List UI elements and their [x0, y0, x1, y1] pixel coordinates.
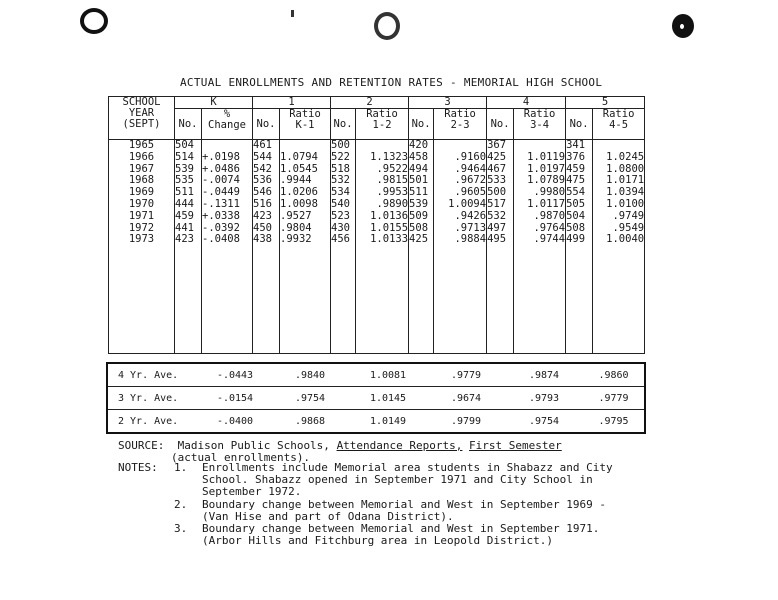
- no-header: No.: [487, 109, 514, 140]
- table-cell: 554: [566, 186, 586, 199]
- table-cell: 430: [331, 221, 350, 234]
- grade-5-header: 5: [566, 97, 645, 109]
- table-cell: 467: [487, 162, 507, 175]
- table-cell: 509: [409, 209, 429, 222]
- table-cell: 532: [331, 174, 350, 187]
- table-cell: 1.0789: [527, 174, 566, 187]
- ratio-34-header: Ratio 3-4: [514, 109, 566, 140]
- table-cell: 1.0545: [280, 162, 318, 175]
- table-cell: 423: [175, 233, 194, 246]
- table-cell: 1969: [128, 186, 155, 199]
- table-cell: 511: [175, 186, 194, 199]
- table-cell: .9672: [454, 174, 487, 187]
- average-value: -.0400: [199, 410, 271, 434]
- average-value: 1.0145: [349, 387, 427, 410]
- table-cell: 516: [253, 198, 272, 210]
- table-cell: 1.0094: [448, 198, 487, 210]
- table-cell: 1.0171: [606, 174, 645, 187]
- table-cell: 546: [253, 186, 272, 199]
- table-cell: 494: [409, 162, 429, 175]
- school-year-header: SCHOOL YEAR (SEPT): [109, 97, 175, 140]
- ratio-45-column: [593, 140, 645, 354]
- table-cell: 1.0133: [370, 233, 409, 246]
- grade2-enrollment-column: [331, 140, 356, 354]
- table-cell: 459: [566, 162, 586, 175]
- table-cell: 461: [253, 139, 272, 152]
- ratio-34-column: [514, 140, 566, 354]
- table-cell: 1973: [128, 233, 155, 246]
- table-cell: 532: [487, 209, 507, 222]
- table-cell: 508: [409, 221, 429, 234]
- table-cell: .9527: [280, 209, 312, 222]
- table-cell: 1.0794: [280, 150, 318, 163]
- table-cell: 504: [175, 139, 194, 152]
- averages-table: [106, 362, 646, 434]
- average-label: 2 Yr. Ave.: [107, 410, 199, 434]
- table-cell: -.1311: [202, 198, 240, 210]
- average-value: .9779: [583, 387, 645, 410]
- grade3-enrollment-column: [409, 140, 434, 354]
- table-cell: 1972: [128, 221, 155, 234]
- table-cell: 367: [487, 139, 507, 152]
- table-cell: 1.0155: [370, 221, 409, 234]
- ratio-45-header: Ratio 4-5: [593, 109, 645, 140]
- table-cell: 1.1323: [370, 150, 409, 163]
- average-value: .9674: [427, 387, 505, 410]
- table-cell: 456: [331, 233, 350, 246]
- table-cell: 1971: [128, 209, 155, 222]
- table-cell: -.0408: [202, 233, 240, 246]
- table-cell: 497: [487, 221, 507, 234]
- table-cell: .9713: [454, 221, 487, 234]
- ratio-12-column: [356, 140, 409, 354]
- note-2: 2. Boundary change between Memorial and West in September 1969 - (Van Hise and part of Odana District).: [174, 497, 606, 523]
- average-label: 3 Yr. Ave.: [107, 387, 199, 410]
- no-header: No.: [175, 109, 202, 140]
- table-cell: 499: [566, 233, 586, 246]
- average-value: -.0443: [199, 363, 271, 387]
- table-cell: 444: [175, 198, 194, 210]
- table-cell: .9749: [612, 209, 645, 222]
- table-cell: 508: [566, 221, 586, 234]
- table-cell: 1.0119: [527, 150, 566, 163]
- table-cell: .9932: [280, 233, 312, 246]
- average-row: [107, 387, 645, 410]
- table-cell: -.0392: [202, 221, 240, 234]
- no-header: No.: [409, 109, 434, 140]
- table-cell: 1.0800: [606, 162, 645, 175]
- note-1: NOTES: 1. Enrollments include Memorial area students in Shabazz and City School. Shabazz opened in September 1971 and City School in September 1972.: [118, 461, 613, 499]
- average-value: 1.0149: [349, 410, 427, 434]
- grade-3-header: 3: [409, 97, 487, 109]
- average-value: .9779: [427, 363, 505, 387]
- table-cell: 341: [566, 139, 586, 152]
- table-cell: +.0338: [202, 209, 240, 222]
- table-cell: -.0449: [202, 186, 240, 199]
- table-cell: 1.0245: [606, 150, 645, 163]
- binder-hole-right: [672, 14, 694, 38]
- table-cell: 1.0136: [370, 209, 409, 222]
- table-cell: 1970: [128, 198, 155, 210]
- ratio-23-header: Ratio 2-3: [434, 109, 487, 140]
- average-value: -.0154: [199, 387, 271, 410]
- table-cell: 495: [487, 233, 507, 246]
- table-cell: 544: [253, 150, 272, 163]
- enrollment-table: [108, 96, 645, 354]
- table-cell: .9744: [533, 233, 566, 246]
- table-cell: +.0198: [202, 150, 240, 163]
- no-header: No.: [253, 109, 280, 140]
- table-cell: 1.0117: [527, 198, 566, 210]
- year-column: [109, 140, 175, 354]
- binder-hole-center: [374, 12, 400, 40]
- table-cell: 536: [253, 174, 272, 187]
- table-cell: .9522: [376, 162, 409, 175]
- table-cell: 420: [409, 139, 429, 152]
- grade-1-header: 1: [253, 97, 331, 109]
- table-cell: .9815: [376, 174, 409, 187]
- scan-mark: [291, 10, 294, 17]
- table-cell: 533: [487, 174, 507, 187]
- ratio-k1-column: [280, 140, 331, 354]
- table-cell: 540: [331, 198, 350, 210]
- table-cell: 501: [409, 174, 429, 187]
- table-cell: 1967: [128, 162, 155, 175]
- table-cell: 539: [175, 162, 194, 175]
- table-cell: 522: [331, 150, 350, 163]
- table-cell: 511: [409, 186, 429, 199]
- average-label: 4 Yr. Ave.: [107, 363, 199, 387]
- table-cell: 425: [409, 233, 429, 246]
- grade-2-header: 2: [331, 97, 409, 109]
- page-title: ACTUAL ENROLLMENTS AND RETENTION RATES - MEMORIAL HIGH SCHOOL: [180, 76, 603, 89]
- table-cell: 438: [253, 233, 272, 246]
- no-header: No.: [566, 109, 593, 140]
- binder-hole-left: [80, 8, 108, 34]
- grade-k-header: K: [175, 97, 253, 109]
- table-cell: +.0486: [202, 162, 240, 175]
- table-cell: .9884: [454, 233, 487, 246]
- table-cell: 423: [253, 209, 272, 222]
- grade1-enrollment-column: [253, 140, 280, 354]
- table-cell: .9160: [454, 150, 487, 163]
- table-cell: 534: [331, 186, 350, 199]
- ratio-23-column: [434, 140, 487, 354]
- average-value: .9754: [505, 410, 583, 434]
- table-cell: 441: [175, 221, 194, 234]
- table-cell: 1966: [128, 150, 155, 163]
- average-value: .9799: [427, 410, 505, 434]
- table-cell: 500: [331, 139, 350, 152]
- table-cell: .9764: [533, 221, 566, 234]
- average-value: .9860: [583, 363, 645, 387]
- average-value: .9754: [271, 387, 349, 410]
- average-row: [107, 363, 645, 387]
- table-cell: .9890: [376, 198, 409, 210]
- table-cell: 1.0394: [606, 186, 645, 199]
- table-cell: 535: [175, 174, 194, 187]
- table-cell: -.0074: [202, 174, 240, 187]
- ratio-12-header: Ratio 1-2: [356, 109, 409, 140]
- table-cell: .9953: [376, 186, 409, 199]
- table-cell: .9549: [612, 221, 645, 234]
- table-cell: 539: [409, 198, 429, 210]
- notes-section: [118, 462, 632, 547]
- average-value: .9840: [271, 363, 349, 387]
- table-cell: 517: [487, 198, 507, 210]
- table-cell: 376: [566, 150, 586, 163]
- grade-4-header: 4: [487, 97, 566, 109]
- table-cell: .9944: [280, 174, 312, 187]
- table-cell: 542: [253, 162, 272, 175]
- table-cell: 1.0040: [606, 233, 645, 246]
- source-citation: SOURCE: Madison Public Schools, Attendance Reports, First Semester (actual enrollments).: [118, 439, 562, 464]
- k-enrollment-column: [175, 140, 202, 354]
- table-cell: .9605: [454, 186, 487, 199]
- table-cell: 518: [331, 162, 350, 175]
- table-cell: 1968: [128, 174, 155, 187]
- grade5-enrollment-column: [566, 140, 593, 354]
- table-cell: 1.0206: [280, 186, 318, 199]
- table-cell: .9426: [454, 209, 487, 222]
- table-cell: 505: [566, 198, 586, 210]
- average-value: .9795: [583, 410, 645, 434]
- table-cell: 504: [566, 209, 586, 222]
- no-header: No.: [331, 109, 356, 140]
- table-cell: .9980: [533, 186, 566, 199]
- average-value: .9868: [271, 410, 349, 434]
- pct-change-header: % Change: [202, 109, 253, 140]
- table-cell: .9464: [454, 162, 487, 175]
- table-cell: .9804: [280, 221, 312, 234]
- table-cell: 459: [175, 209, 194, 222]
- table-cell: 1.0100: [606, 198, 645, 210]
- table-cell: 475: [566, 174, 586, 187]
- table-cell: .9870: [533, 209, 566, 222]
- table-cell: 425: [487, 150, 507, 163]
- table-cell: 523: [331, 209, 350, 222]
- average-value: .9793: [505, 387, 583, 410]
- table-cell: 1.0098: [280, 198, 318, 210]
- average-value: 1.0081: [349, 363, 427, 387]
- table-cell: 1965: [128, 139, 155, 152]
- k-change-column: [202, 140, 253, 354]
- table-cell: 458: [409, 150, 429, 163]
- table-cell: 514: [175, 150, 194, 163]
- grade4-enrollment-column: [487, 140, 514, 354]
- average-row: [107, 410, 645, 434]
- average-value: .9874: [505, 363, 583, 387]
- note-3: 3. Boundary change between Memorial and West in September 1971. (Arbor Hills and Fitchburg area in Leopold District.): [174, 522, 600, 548]
- table-cell: 450: [253, 221, 272, 234]
- table-cell: 1.0197: [527, 162, 566, 175]
- table-cell: 500: [487, 186, 507, 199]
- ratio-k1-header: Ratio K-1: [280, 109, 331, 140]
